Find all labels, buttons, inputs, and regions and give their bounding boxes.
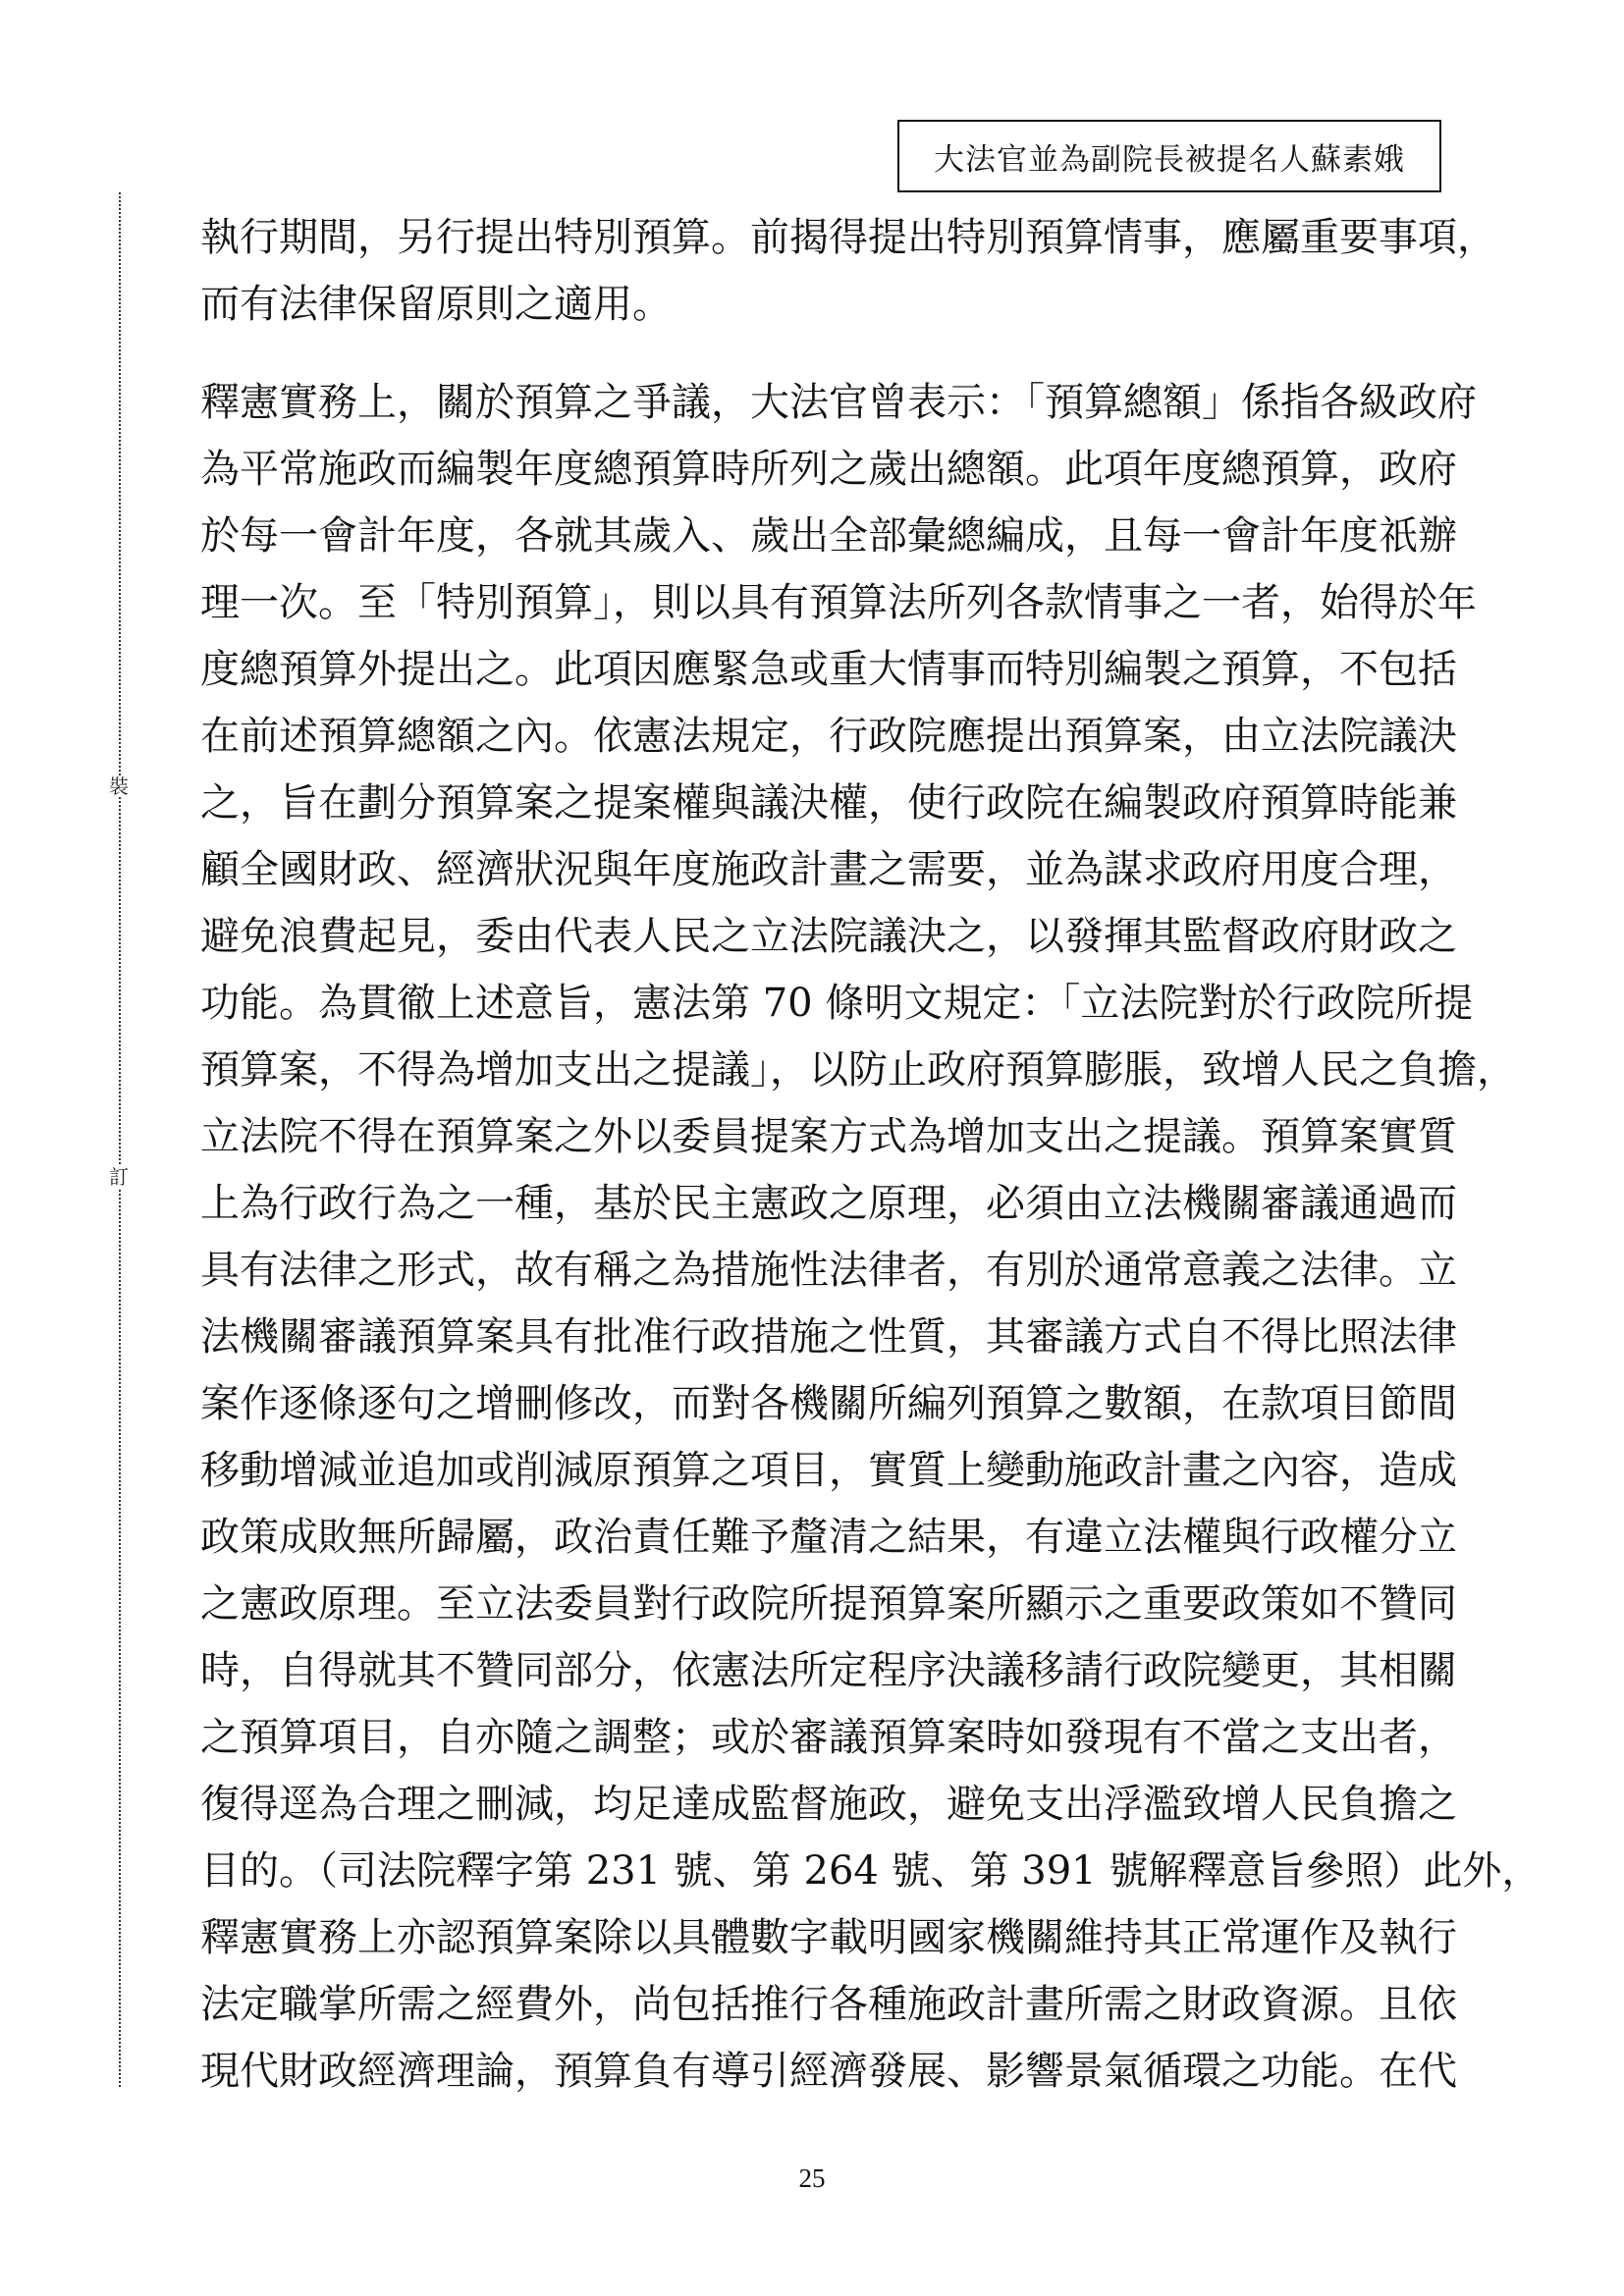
text-line: 預算案，不得為增加支出之提議」，以防止政府預算膨脹，致增人民之負擔， [200, 1047, 1516, 1093]
text-line: 法定職掌所需之經費外，尚包括推行各種施政計畫所需之財政資源。且依 [200, 1982, 1457, 2027]
document-body [200, 204, 1542, 2105]
text-line: 執行期間，另行提出特別預算。前揭得提出特別預算情事，應屬重要事項， [200, 215, 1496, 260]
text-line: 之，旨在劃分預算案之提案權與議決權，使行政院在編製政府預算時能兼 [200, 780, 1457, 826]
text-line: 之憲政原理。至立法委員對行政院所提預算案所顯示之重要政策如不贊同 [200, 1581, 1457, 1627]
text-line: 為平常施政而編製年度總預算時所列之歲出總額。此項年度總預算，政府 [200, 447, 1457, 492]
text-line: 上為行政行為之一種，基於民主憲政之原理，必須由立法機關審議通過而 [200, 1181, 1457, 1226]
text-line: 法機關審議預算案具有批准行政措施之性質，其審議方式自不得比照法律 [200, 1314, 1457, 1360]
text-line: 之預算項目，自亦隨之調整；或於審議預算案時如發現有不當之支出者， [200, 1715, 1457, 1760]
text-line: 度總預算外提出之。此項因應緊急或重大情事而特別編製之預算，不包括 [200, 647, 1457, 692]
text-line: 避免浪費起見，委由代表人民之立法院議決之，以發揮其監督政府財政之 [200, 914, 1457, 959]
paragraph-1 [200, 204, 1496, 338]
paragraph-spacer [200, 338, 1452, 369]
binding-mark-ding: 訂 [104, 1166, 134, 1188]
binding-line [119, 192, 121, 2087]
binding-mark-zhuang: 裝 [104, 775, 134, 797]
text-line: 於每一會計年度，各就其歲入、歲出全部彙總編成，且每一會計年度祇辦 [200, 513, 1457, 559]
text-line: 目的。（司法院釋字第 231 號、第 264 號、第 391 號解釋意旨參照）此外， [200, 1848, 1542, 1894]
paragraph-2 [200, 369, 1542, 2105]
text-line: 政策成敗無所歸屬，政治責任難予釐清之結果，有違立法權與行政權分立 [200, 1515, 1457, 1560]
text-line: 現代財政經濟理論，預算負有導引經濟發展、影響景氣循環之功能。在代 [200, 2049, 1457, 2094]
text-line: 案作逐條逐句之增刪修改，而對各機關所編列預算之數額，在款項目節間 [200, 1381, 1457, 1426]
text-line: 具有法律之形式，故有稱之為措施性法律者，有別於通常意義之法律。立 [200, 1248, 1457, 1293]
text-line: 在前述預算總額之內。依憲法規定，行政院應提出預算案，由立法院議決 [200, 714, 1457, 759]
text-line: 釋憲實務上，關於預算之爭議，大法官曾表示：「預算總額」係指各級政府 [200, 380, 1477, 425]
text-line: 立法院不得在預算案之外以委員提案方式為增加支出之提議。預算案實質 [200, 1114, 1457, 1159]
header-title-box [897, 120, 1441, 192]
text-line: 而有法律保留原則之適用。 [200, 282, 672, 327]
text-line: 功能。為貫徹上述意旨，憲法第 70 條明文規定：「立法院對於行政院所提 [200, 981, 1474, 1026]
text-line: 移動增減並追加或削減原預算之項目，實質上變動施政計畫之內容，造成 [200, 1448, 1457, 1493]
text-line: 時，自得就其不贊同部分，依憲法所定程序決議移請行政院變更，其相關 [200, 1648, 1457, 1693]
text-line: 復得逕為合理之刪減，均足達成監督施政，避免支出浮濫致增人民負擔之 [200, 1782, 1457, 1827]
header-title: 大法官並為副院長被提名人蘇素娥 [934, 141, 1405, 178]
page-number: 25 [798, 2163, 826, 2193]
text-line: 釋憲實務上亦認預算案除以具體數字載明國家機關維持其正常運作及執行 [200, 1915, 1457, 1960]
text-line: 理一次。至「特別預算」，則以具有預算法所列各款情事之一者，始得於年 [200, 580, 1477, 625]
text-line: 顧全國財政、經濟狀況與年度施政計畫之需要，並為謀求政府用度合理， [200, 847, 1457, 892]
